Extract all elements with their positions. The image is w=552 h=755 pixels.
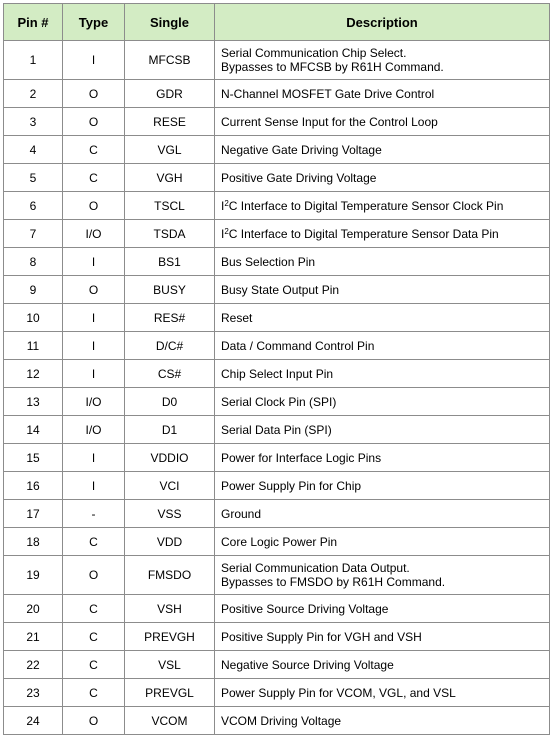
pin-type: C	[63, 651, 125, 679]
pin-signal: MFCSB	[125, 41, 215, 80]
pin-number: 16	[4, 472, 63, 500]
pin-description	[215, 276, 550, 304]
pin-number: 21	[4, 623, 63, 651]
pin-number: 9	[4, 276, 63, 304]
pin-signal: RESE	[125, 108, 215, 136]
table-row	[4, 192, 550, 220]
table-row	[4, 556, 550, 595]
description-line: Chip Select Input Pin	[221, 366, 334, 381]
table-row	[4, 276, 550, 304]
pin-description	[215, 108, 550, 136]
pin-rows	[4, 41, 550, 735]
pin-description	[215, 623, 550, 651]
pin-description	[215, 80, 550, 108]
description-line: Bypasses to FMSDO by R61H Command.	[221, 575, 446, 589]
description-line: Current Sense Input for the Control Loop	[221, 114, 438, 129]
pin-number: 7	[4, 220, 63, 248]
pin-description	[215, 472, 550, 500]
pin-signal: VDDIO	[125, 444, 215, 472]
pin-type: O	[63, 80, 125, 108]
description-line: Positive Supply Pin for VGH and VSH	[221, 629, 422, 644]
pin-type: I/O	[63, 416, 125, 444]
description-line	[221, 227, 543, 241]
description-line: Positive Source Driving Voltage	[221, 601, 389, 616]
description-line: Serial Clock Pin (SPI)	[221, 394, 337, 409]
pin-signal: VCOM	[125, 707, 215, 735]
description-line: Power Supply Pin for VCOM, VGL, and VSL	[221, 685, 456, 700]
table-row	[4, 136, 550, 164]
pin-description	[215, 388, 550, 416]
pin-type: C	[63, 136, 125, 164]
description-line: Power Supply Pin for Chip	[221, 478, 362, 493]
pin-signal: TSCL	[125, 192, 215, 220]
pin-signal: PREVGL	[125, 679, 215, 707]
pin-type: -	[63, 500, 125, 528]
pin-signal: TSDA	[125, 220, 215, 248]
pin-type: I	[63, 248, 125, 276]
pin-table	[3, 3, 550, 735]
pin-number: 13	[4, 388, 63, 416]
description-text: C Interface to Digital Temperature Sensor Clock Pin	[228, 198, 504, 213]
pin-description	[215, 679, 550, 707]
description-line: Bus Selection Pin	[221, 254, 316, 269]
pin-number: 15	[4, 444, 63, 472]
table-row	[4, 332, 550, 360]
pin-description	[215, 595, 550, 623]
table-row	[4, 164, 550, 192]
pin-number: 11	[4, 332, 63, 360]
pin-signal: VDD	[125, 528, 215, 556]
pin-description	[215, 248, 550, 276]
description-line	[221, 199, 543, 213]
description-line: Data / Command Control Pin	[221, 338, 375, 353]
table-row	[4, 528, 550, 556]
description-prefix: I	[221, 198, 225, 213]
pin-type: O	[63, 192, 125, 220]
pin-number: 3	[4, 108, 63, 136]
pin-type: C	[63, 679, 125, 707]
description-line: Core Logic Power Pin	[221, 534, 338, 549]
description-line: VCOM Driving Voltage	[221, 713, 342, 728]
pin-signal: D/C#	[125, 332, 215, 360]
pin-type: O	[63, 556, 125, 595]
pin-description	[215, 220, 550, 248]
description-prefix: I	[221, 226, 225, 241]
pin-type: I	[63, 360, 125, 388]
table-row	[4, 444, 550, 472]
pin-description	[215, 651, 550, 679]
pin-signal: BUSY	[125, 276, 215, 304]
table-row	[4, 108, 550, 136]
description-line: Negative Source Driving Voltage	[221, 657, 394, 672]
pin-signal: BS1	[125, 248, 215, 276]
description-line: Negative Gate Driving Voltage	[221, 142, 382, 157]
pin-type: I	[63, 41, 125, 80]
pin-type: I/O	[63, 220, 125, 248]
pin-number: 14	[4, 416, 63, 444]
pin-number: 23	[4, 679, 63, 707]
table-row	[4, 388, 550, 416]
pin-description	[215, 164, 550, 192]
table-row	[4, 500, 550, 528]
pin-signal: D1	[125, 416, 215, 444]
pin-signal: VSH	[125, 595, 215, 623]
table-row	[4, 220, 550, 248]
description-line: Power for Interface Logic Pins	[221, 450, 382, 465]
pin-description	[215, 556, 550, 595]
pin-number: 4	[4, 136, 63, 164]
description-line: Serial Communication Chip Select.	[221, 46, 407, 60]
pin-signal: FMSDO	[125, 556, 215, 595]
pin-signal: VSL	[125, 651, 215, 679]
table-row	[4, 623, 550, 651]
pin-description	[215, 192, 550, 220]
table-row	[4, 472, 550, 500]
pin-type: C	[63, 595, 125, 623]
table-row	[4, 651, 550, 679]
description-line: Serial Data Pin (SPI)	[221, 422, 332, 437]
pin-signal: GDR	[125, 80, 215, 108]
pin-type: O	[63, 108, 125, 136]
pin-signal: VGL	[125, 136, 215, 164]
pin-type: C	[63, 528, 125, 556]
pin-number: 18	[4, 528, 63, 556]
description-line: Ground	[221, 506, 262, 521]
header-row	[4, 4, 550, 41]
pin-number: 10	[4, 304, 63, 332]
pin-signal: D0	[125, 388, 215, 416]
pin-type: I	[63, 332, 125, 360]
pin-number: 2	[4, 80, 63, 108]
pin-number: 1	[4, 41, 63, 80]
table-row	[4, 41, 550, 80]
description-line: Busy State Output Pin	[221, 282, 340, 297]
pin-number: 17	[4, 500, 63, 528]
pin-type: I	[63, 304, 125, 332]
pin-type: O	[63, 276, 125, 304]
pin-type: I	[63, 472, 125, 500]
pin-number: 6	[4, 192, 63, 220]
description-line: Positive Gate Driving Voltage	[221, 170, 377, 185]
pin-description	[215, 707, 550, 735]
table-row	[4, 707, 550, 735]
pin-description	[215, 136, 550, 164]
pin-type: C	[63, 623, 125, 651]
table-row	[4, 360, 550, 388]
pin-description	[215, 360, 550, 388]
description-superscript: 2	[224, 226, 229, 236]
header-pin: Pin #	[4, 4, 63, 41]
pin-number: 5	[4, 164, 63, 192]
pin-signal: CS#	[125, 360, 215, 388]
pin-description	[215, 500, 550, 528]
pin-signal: VCI	[125, 472, 215, 500]
table-row	[4, 679, 550, 707]
pin-number: 8	[4, 248, 63, 276]
pin-number: 24	[4, 707, 63, 735]
table-row	[4, 416, 550, 444]
description-line: Serial Communication Data Output.	[221, 561, 410, 575]
pin-signal: PREVGH	[125, 623, 215, 651]
description-line: N-Channel MOSFET Gate Drive Control	[221, 86, 435, 101]
pin-description	[215, 444, 550, 472]
pin-signal: RES#	[125, 304, 215, 332]
table-row	[4, 304, 550, 332]
pin-type: I	[63, 444, 125, 472]
pin-type: I/O	[63, 388, 125, 416]
pin-description	[215, 416, 550, 444]
description-text: C Interface to Digital Temperature Sensor Data Pin	[228, 226, 499, 241]
pin-description	[215, 41, 550, 80]
pin-number: 22	[4, 651, 63, 679]
pin-signal: VGH	[125, 164, 215, 192]
pin-description	[215, 528, 550, 556]
description-line: Reset	[221, 310, 253, 325]
table-row	[4, 595, 550, 623]
pin-signal: VSS	[125, 500, 215, 528]
pin-description	[215, 304, 550, 332]
pin-number: 12	[4, 360, 63, 388]
pin-number: 20	[4, 595, 63, 623]
pin-type: O	[63, 707, 125, 735]
pin-description	[215, 332, 550, 360]
header-description: Description	[215, 4, 550, 41]
description-line: Bypasses to MFCSB by R61H Command.	[221, 60, 444, 74]
header-type: Type	[63, 4, 125, 41]
pin-number: 19	[4, 556, 63, 595]
pin-type: C	[63, 164, 125, 192]
header-single: Single	[125, 4, 215, 41]
description-superscript: 2	[224, 198, 229, 208]
table-row	[4, 248, 550, 276]
table-row	[4, 80, 550, 108]
